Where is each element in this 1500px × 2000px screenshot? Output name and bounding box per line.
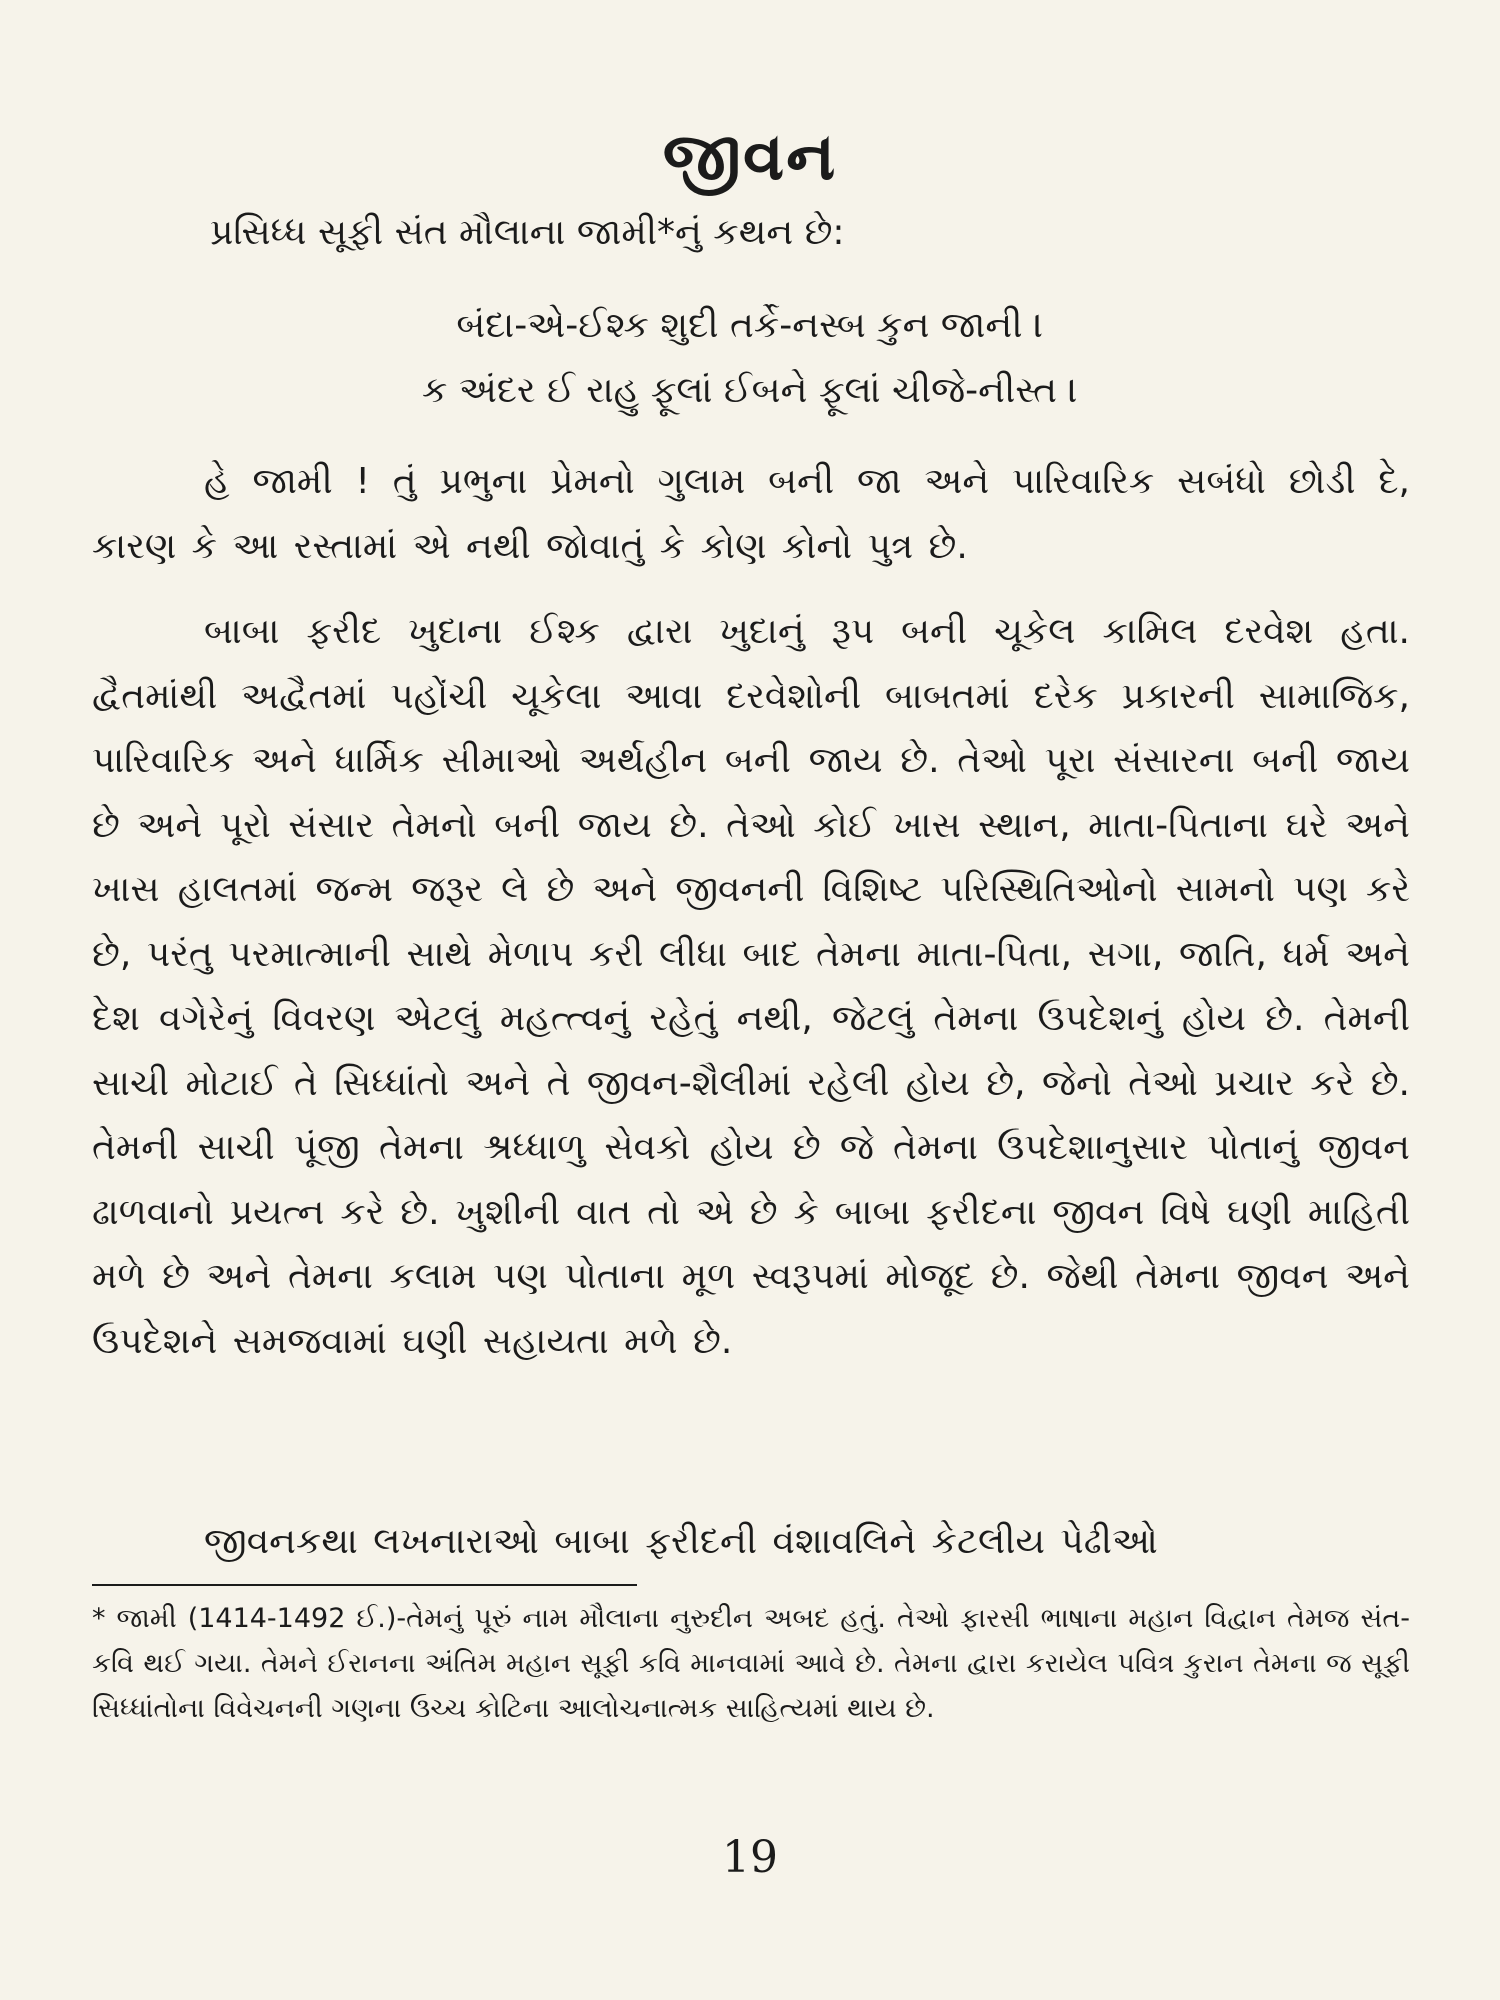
paragraph-translation: હે જામી ! તું પ્રભુના પ્રેમનો ગુલામ બની જા અને પારિવારિક સબંધો છોડી દે, કારણ કે આ રસ્તામાં એ નથી જોવાતું કે કોણ કોનો પુત્ર છે. — [92, 461, 1410, 567]
paragraph-baba-farid: બાબા ફરીદ ખુદાના ઈશ્ક દ્વારા ખુદાનું રૂપ બની ચૂકેલ કામિલ દરવેશ હતા. દ્વૈતમાંથી અદ્વૈતમાં પહોંચી ચૂકેલા આવા દરવેશોની બાબતમાં દરેક પ્રકારની સામાજિક, પારિવારિક અને ધાર્મિક સીમાઓ અર્થહીન બની જાય છે. તેઓ પૂરા સંસારના બની જાય છે અને પૂરો સંસાર તેમનો બની જાય છે. તેઓ કોઈ ખાસ સ્થાન, માતા-પિતાના ઘરે અને ખાસ હાલતમાં જન્મ જરૂર લે છે અને જીવનની વિશિષ્ટ પરિસ્થિતિઓનો સામનો પણ કરે છે, પરંતુ પરમાત્માની સાથે મેળાપ કરી લીધા બાદ તેમના માતા-પિતા, સગા, જાતિ, ધર્મ અને દેશ વગેરેનું વિવરણ એટલું મહત્ત્વનું રહેતું નથી, જેટલું તેમના ઉપદેશનું હોય છે. તેમની સાચી મોટાઈ તે સિધ્ધાંતો અને તે જીવન-શૈલીમાં રહેલી હોય છે, જેનો તેઓ પ્રચાર કરે છે. તેમની સાચી પૂંજી તેમના શ્રધ્ધાળુ સેવકો હોય છે જે તેમના ઉપદેશાનુસાર પોતાનું જીવન ઢાળવાનો પ્રયત્ન કરે છે. ખુશીની વાત તો એ છે કે બાબા ફરીદના જીવન વિષે ઘણી માહિતી મળે છે અને તેમના કલામ પણ પોતાના મૂળ સ્વરૂપમાં મોજૂદ છે. જેથી તેમના જીવન અને ઉપદેશને સમજવામાં ઘણી સહાયતા મળે છે. — [92, 611, 1410, 1362]
page-title: જીવન — [662, 118, 838, 195]
intro-line: પ્રસિધ્ધ સૂફી સંત મૌલાના જામી*નું કથન છે: — [210, 212, 845, 253]
verse-line-2: ક અંદર ઈ રાહુ ફૂલાં ઈબને ફૂલાં ચીજે-નીસ્ત । — [421, 370, 1079, 411]
paragraph-biographers: જીવનકથા લખનારાઓ બાબા ફરીદની વંશાવલિને કેટલીય પેઢીઓ — [204, 1521, 1158, 1562]
page-number: 19 — [722, 1832, 778, 1883]
footnote: * જામી (1414-1492 ઈ.)-તેમનું પૂરું નામ મૌલાના નુરુદીન અબદ હતું. તેઓ ફારસી ભાષાના મહાન વિદ્વાન તેમજ સંત-કવિ થઈ ગયા. તેમને ઈરાનના અંતિમ મહાન સૂફી કવિ માનવામાં આવે છે. તેમના દ્વારા કરાયેલ પવિત્ર કુરાન તેમના જ સૂફી સિધ્ધાંતોના વિવેચનની ગણના ઉચ્ચ કોટિના આલોચનાત્મક સાહિત્યમાં થાય છે. — [92, 1603, 1410, 1724]
verse-line-1: બંદા-એ-ઈશ્ક શુદી તર્કે-નસ્બ કુન જાની । — [456, 305, 1044, 346]
footnote-divider — [92, 1584, 637, 1586]
